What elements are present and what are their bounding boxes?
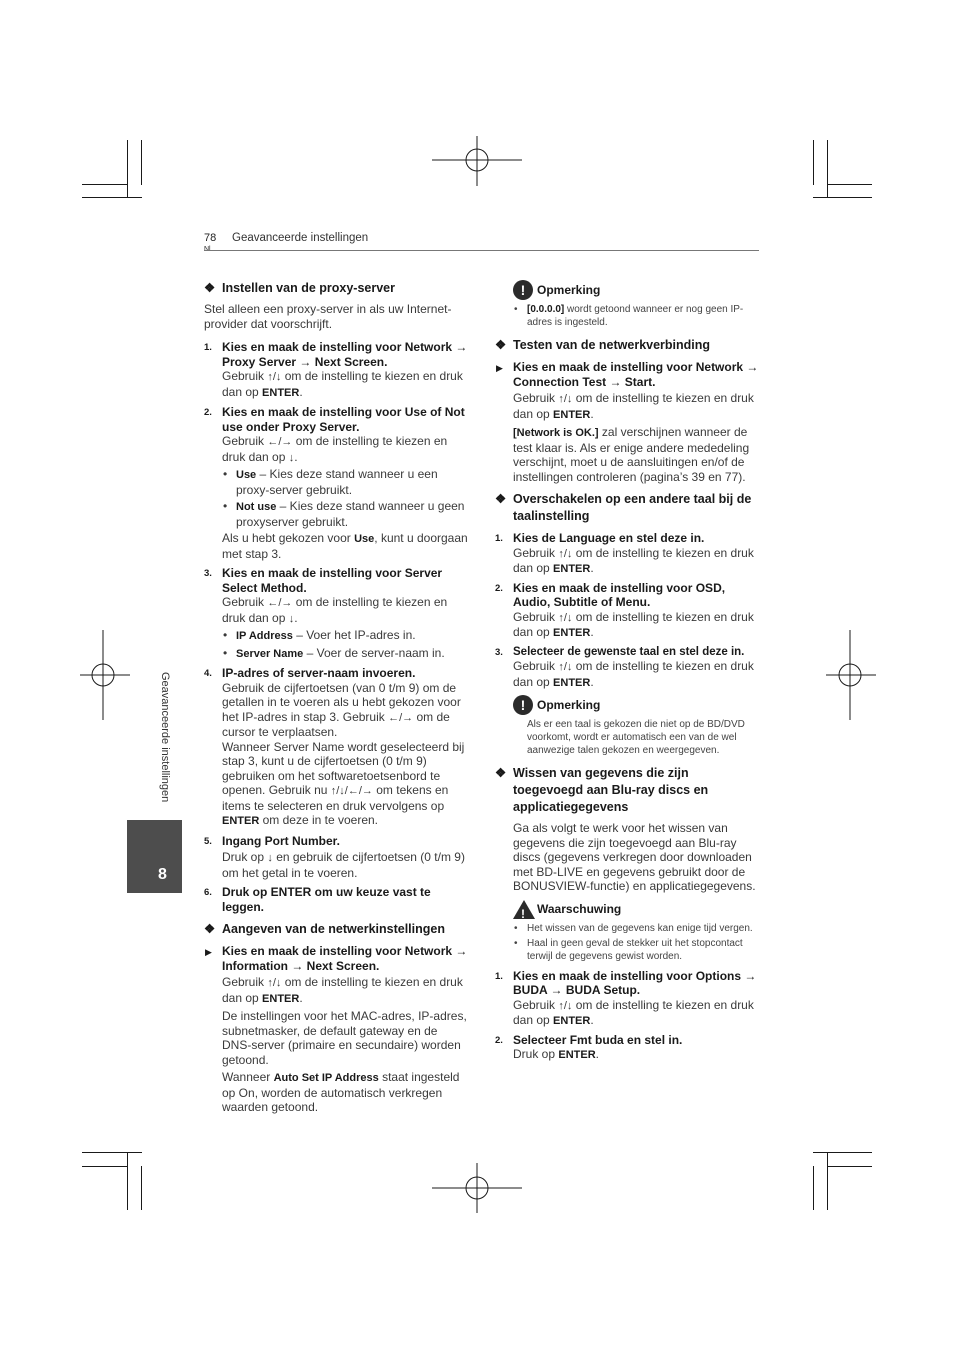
- warning-icon: !: [513, 900, 535, 919]
- arrow-icon: ↑/↓: [558, 547, 573, 560]
- note-item: Als er een taal is gekozen die niet op de BD/DVD voorkomt, wordt er automatisch een van de wel aanwezige talen gekozen en weergegeven.: [527, 719, 745, 756]
- arrow-icon: ↑/↓: [267, 977, 282, 989]
- right-column: [495, 280, 761, 1063]
- section-heading: ❖ Aangeven van de netwerkinstellingen: [204, 922, 445, 936]
- triangle-bullet-icon: ▶: [205, 947, 212, 957]
- exclamation-icon: !: [513, 695, 533, 715]
- section-heading: ❖ Testen van de netwerkverbinding: [495, 338, 711, 352]
- step-connection-test: ▶ Kies en maak de instelling voor Network → Connection Test → Start. Gebruik ↑/↓ om de instelling te kiezen en druk dan op ENTER. [Network is OK.] zal verschijnen wanneer de test klaar is. Als er enige andere mededeling verschijnt, moet u de aansluitingen en/of de instellingen controleren (pagina’s 39 en 77).: [496, 360, 759, 484]
- arrow-icon: ↑/↓/←/→: [330, 785, 373, 797]
- diamond-icon: ❖: [204, 922, 216, 936]
- warning-item: • Haal in geen geval de stekker uit het stopcontact terwijl de gegevens gewist worden.: [514, 937, 743, 962]
- step-2: 2. Kies en maak de instelling voor Use of Not use onder Proxy Server. Gebruik ←/→ om de instelling te kiezen en druk dan op ↓. • Use – Kies deze stand wanneer u een proxy-server gebruikt. • Not use – Kies deze stand wanneer u geen proxyserver gebruikt. Als u hebt gekozen voor Use, kunt u doorgaan met stap 3.: [204, 405, 470, 561]
- step-1: 1. Kies de Language en stel deze in. Gebruik ↑/↓ om de instelling te kiezen en druk dan op ENTER.: [495, 531, 754, 575]
- arrow-icon: ↑/↓: [558, 999, 573, 1012]
- diamond-icon: ❖: [495, 492, 507, 506]
- warning-heading: ! Waarschuwing: [513, 899, 761, 919]
- arrow-icon: ↑/↓: [558, 611, 573, 624]
- section-heading: ❖ Wissen van gegevens die zijn toegevoegd aan Blu-ray discs en applicatiegegevens: [495, 766, 709, 814]
- list-item: • Use – Kies deze stand wanneer u een proxy-server gebruikt.: [223, 467, 438, 497]
- arrow-icon: ↑/↓: [558, 393, 573, 405]
- arrow-down-icon: ↓: [288, 612, 295, 625]
- list-item: • IP Address – Voer het IP-adres in.: [223, 628, 416, 642]
- step-1: 1. Kies en maak de instelling voor Options → BUDA → BUDA Setup. Gebruik ↑/↓ om de instelling te kiezen en druk dan op ENTER.: [495, 968, 757, 1027]
- step-6: 6. Druk op ENTER om uw keuze vast te leggen.: [204, 885, 431, 914]
- registration-mark-right: [826, 630, 876, 720]
- sidebar-label: Geavanceerde instellingen: [159, 672, 171, 803]
- arrow-icon: ←/→: [267, 597, 293, 609]
- paragraph: Stel alleen een proxy-server in als uw Internet-provider dat voorschrijft.: [204, 302, 452, 331]
- arrow-down-icon: ↓: [267, 852, 273, 864]
- left-column: [204, 280, 470, 1115]
- step-3: 3. Selecteer de gewenste taal en stel deze in. Gebruik ↑/↓ om de instelling te kiezen en druk dan op ENTER.: [495, 645, 754, 689]
- note-heading: ! Opmerking: [513, 695, 761, 715]
- exclamation-icon: !: [513, 280, 533, 300]
- step-2: 2. Kies en maak de instelling voor OSD, Audio, Subtitle of Menu. Gebruik ↑/↓ om de instelling te kiezen en druk dan op ENTER.: [495, 580, 754, 639]
- paragraph: Ga als volgt te werk voor het wissen van gegevens die zijn toegevoegd aan Blu-ray discs (gegevens verkregen door downloaden met BD-LIVE en gegevens gebruikt door de BONUSVIEW-functie) en applicatiegegevens.: [513, 821, 756, 893]
- note-heading: ! Opmerking: [513, 280, 761, 300]
- header-rule: [204, 250, 759, 251]
- chapter-number: 8: [158, 866, 167, 883]
- note-item: • [0.0.0.0] wordt getoond wanneer er nog geen IP-adres is ingesteld.: [514, 304, 744, 328]
- arrow-icon: ↑/↓: [558, 661, 573, 673]
- step-5: 5. Ingang Port Number. Druk op ↓ en gebruik de cijfertoetsen (0 t/m 9) om het getal in te voeren.: [204, 833, 465, 880]
- step-2: 2. Selecteer Fmt buda en stel in. Druk op ENTER.: [495, 1032, 683, 1061]
- step-3: 3. Kies en maak de instelling voor Server Select Method. Gebruik ←/→ om de instelling te kiezen en druk dan op ↓. • IP Address – Voer het IP-adres in. • Server Name – Voer de server-naam in.: [204, 566, 470, 661]
- section-heading: ❖ Overschakelen op een andere taal bij de taalinstelling: [495, 492, 752, 523]
- list-item: • Not use – Kies deze stand wanneer u geen proxyserver gebruikt.: [223, 499, 465, 529]
- diamond-icon: ❖: [495, 338, 507, 352]
- step-network-info: ▶ Kies en maak de instelling voor Network → Information → Next Screen. Gebruik ↑/↓ om de instelling te kiezen en druk dan op ENTER. De instellingen voor het MAC-adres, IP-adres, subnetmasker, de default gateway en de DNS-server (primaire en secundaire) worden getoond. Wanneer Auto Set IP Address staat ingesteld op On, worden de automatisch verkregen waarden getoond.: [204, 944, 470, 1115]
- page-number: 78: [204, 232, 217, 244]
- paragraph: De instellingen voor het MAC-adres, IP-adres, subnetmasker, de default gateway en de DNS-server (primaire en secundaire) worden getoond.: [222, 1009, 467, 1067]
- arrow-icon: ←/→: [267, 436, 293, 448]
- registration-mark-top: [432, 136, 522, 186]
- diamond-icon: ❖: [495, 766, 507, 780]
- arrow-icon: ↑/↓: [267, 371, 282, 383]
- registration-mark-bottom: [432, 1163, 522, 1213]
- step-1: 1. Kies en maak de instelling voor Network → Proxy Server → Next Screen. Gebruik ↑/↓ om de instelling te kiezen en druk dan op ENTER.: [204, 340, 468, 399]
- step-4: 4. IP-adres of server-naam invoeren. Gebruik de cijfertoetsen (van 0 t/m 9) om de getallen in te voeren als u hebt gekozen voor het IP-adres in stap 3. Gebruik ←/→ om de cursor te verplaatsen. Wanneer Server Name wordt geselecteerd bij stap 3, kunt u de cijfertoetsen (0 t/m 9) gebruiken om het softwaretoetsenbord te openen. Gebruik nu ↑/↓/←/→ om tekens en items te selecteren en druk vervolgens op ENTER om deze in te voeren.: [204, 666, 465, 827]
- registration-mark-left: [80, 630, 130, 720]
- running-header: Geavanceerde instellingen: [232, 232, 369, 244]
- triangle-bullet-icon: ▶: [496, 363, 503, 373]
- arrow-down-icon: ↓: [288, 451, 295, 464]
- list-item: • Server Name – Voer de server-naam in.: [223, 645, 445, 660]
- section-heading: ❖ Instellen van de proxy-server: [204, 281, 395, 295]
- diamond-icon: ❖: [204, 281, 216, 295]
- arrow-icon: ←/→: [388, 711, 414, 724]
- chapter-tab: [127, 820, 182, 893]
- warning-item: • Het wissen van de gegevens kan enige tijd vergen.: [514, 922, 753, 934]
